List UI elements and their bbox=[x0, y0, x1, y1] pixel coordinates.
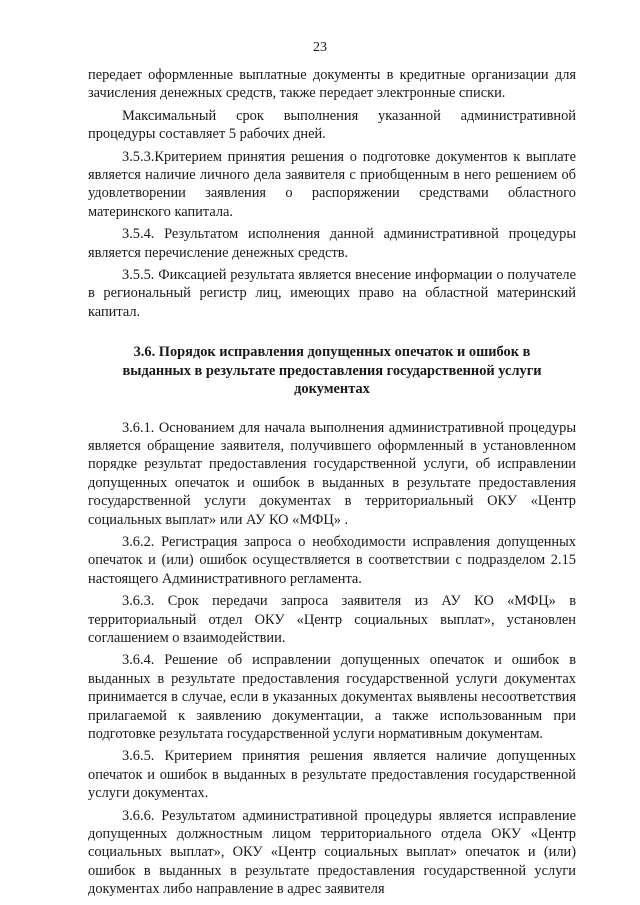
paragraph: 3.6.1. Основанием для начала выполнения административной процедуры является обращение заявителя, получившего оформленный в установленном порядке результат предоставления государственной услуги, об исправлении допущенных опечаток и ошибок в выданных в результате предоставления государственной услуги документах в территориальный ОКУ «Центр социальных выплат» или АУ КО «МФЦ» . bbox=[88, 419, 576, 528]
paragraph: 3.5.4. Результатом исполнения данной административной процедуры является перечисление денежных средств. bbox=[88, 226, 576, 261]
paragraph: 3.6.3. Срок передачи запроса заявителя из АУ КО «МФЦ» в территориальный отдел ОКУ «Центр социальных выплат», установлен соглашением о взаимодействии. bbox=[88, 593, 576, 646]
section-3-5-continuation bbox=[88, 66, 576, 321]
paragraph: 3.6.6. Результатом административной процедуры является исправление допущенных должностным лицом территориального отдела ОКУ «Центр социальных выплат», ОКУ «Центр социальных выплат» опечаток и (или) ошибок в выданных в результате предоставления государственной услуги документах либо направление в адрес заявителя bbox=[88, 807, 576, 898]
paragraph: 3.6.2. Регистрация запроса о необходимости исправления допущенных опечаток и (или) ошибок осуществляется в соответствии с подразделом 2.15 настоящего Административного регламента. bbox=[88, 533, 576, 587]
page-number: 23 bbox=[313, 40, 327, 55]
paragraph: 3.6.4. Решение об исправлении допущенных опечаток и ошибок в выданных в результате предоставления государственной услуги документах принимается в случае, если в указанных документах выявлены несоответствия прилагаемой к заявлению документации, а также использованным при подготовке результата государственной услуги нормативным документам. bbox=[88, 652, 576, 742]
section-heading: 3.6. Порядок исправления допущенных опечаток и ошибок в выданных в результате предоставления государственной услуги документах bbox=[122, 344, 542, 398]
paragraph: 3.6.5. Критерием принятия решения является наличие допущенных опечаток и ошибок в выданных в результате предоставления государственной услуги документах. bbox=[88, 748, 576, 802]
paragraph: 3.5.3.Критерием принятия решения о подготовке документов к выплате является наличие личного дела заявителя с приобщенным в него решением об удовлетворении заявления о распоряжении средствами областного материнского капитала. bbox=[88, 148, 576, 220]
document-body bbox=[88, 66, 576, 903]
paragraph: Максимальный срок выполнения указанной административной процедуры составляет 5 рабочих дней. bbox=[88, 107, 576, 143]
paragraph: передает оформленные выплатные документы в кредитные организации для зачисления денежных средств, также передает электронные списки. bbox=[88, 67, 576, 102]
paragraph: 3.5.5. Фиксацией результата является внесение информации о получателе в региональный регистр лиц, имеющих право на областной материнский капитал. bbox=[88, 267, 576, 320]
section-3-6 bbox=[88, 419, 576, 899]
